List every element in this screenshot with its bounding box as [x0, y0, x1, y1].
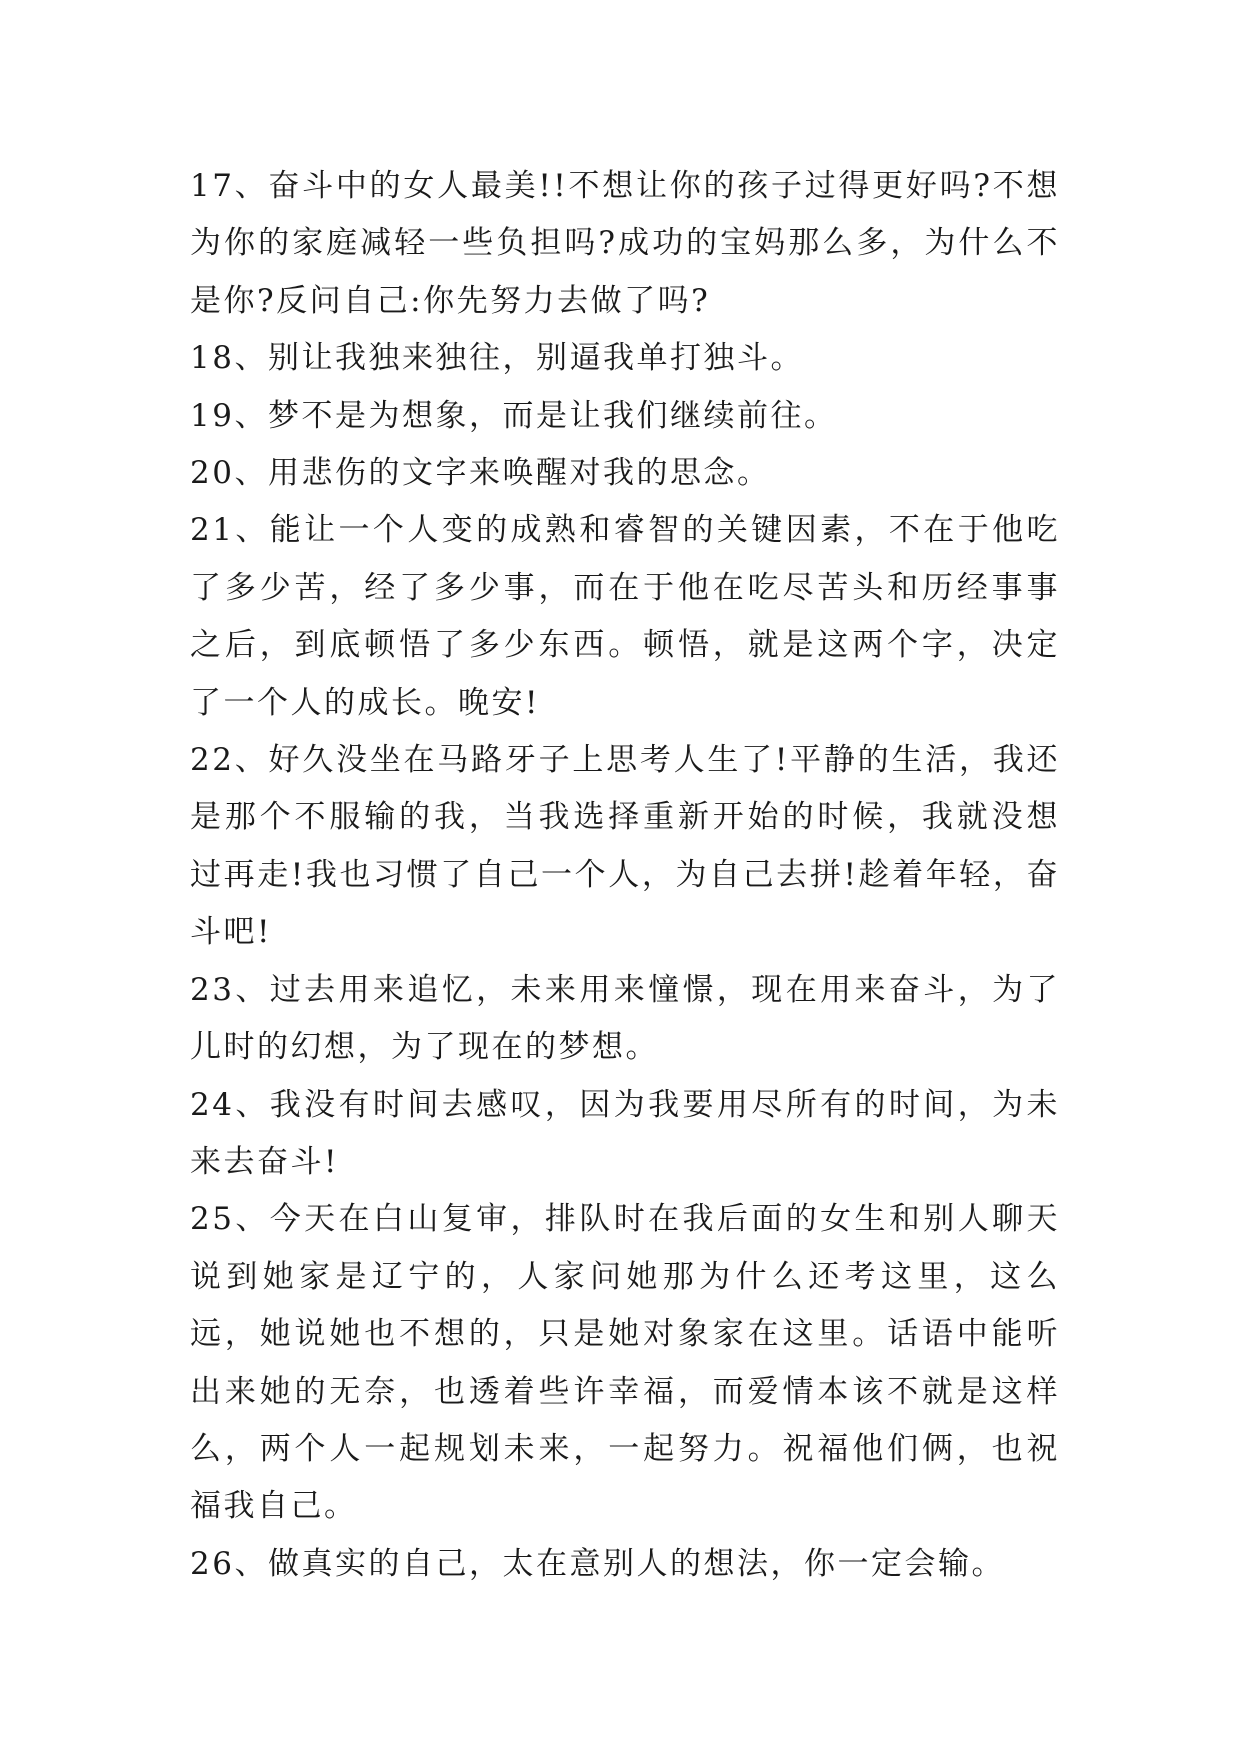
document-body	[190, 158, 1060, 1593]
paragraph-22: 22、好久没坐在马路牙子上思考人生了!平静的生活，我还是那个不服输的我，当我选择重新开始的时候，我就没想过再走!我也习惯了自己一个人，为自己去拼!趁着年轻，奋斗吧!	[190, 742, 1060, 951]
paragraph-20: 20、用悲伤的文字来唤醒对我的思念。	[190, 455, 771, 492]
paragraph-26: 26、做真实的自己，太在意别人的想法，你一定会输。	[190, 1545, 1005, 1582]
paragraph-25: 25、今天在白山复审，排队时在我后面的女生和别人聊天说到她家是辽宁的，人家问她那为什么还考这里，这么远，她说她也不想的，只是她对象家在这里。话语中能听出来她的无奈，也透着些许幸福，而爱情本该不就是这样么，两个人一起规划未来，一起努力。祝福他们俩，也祝福我自己。	[190, 1201, 1060, 1525]
paragraph-21: 21、能让一个人变的成熟和睿智的关键因素，不在于他吃了多少苦，经了多少事，而在于他在吃尽苦头和历经事事之后，到底顿悟了多少东西。顿悟，就是这两个字，决定了一个人的成长。晚安!	[190, 512, 1060, 721]
paragraph-17: 17、奋斗中的女人最美!!不想让你的孩子过得更好吗?不想为你的家庭减轻一些负担吗?成功的宝妈那么多，为什么不是你?反问自己:你先努力去做了吗?	[190, 168, 1060, 319]
paragraph-23: 23、过去用来追忆，未来用来憧憬，现在用来奋斗，为了儿时的幻想，为了现在的梦想。	[190, 971, 1060, 1066]
paragraph-18: 18、别让我独来独往，别逼我单打独斗。	[190, 340, 804, 377]
paragraph-24: 24、我没有时间去感叹，因为我要用尽所有的时间，为未来去奋斗!	[190, 1086, 1060, 1180]
paragraph-19: 19、梦不是为想象，而是让我们继续前往。	[190, 397, 838, 434]
